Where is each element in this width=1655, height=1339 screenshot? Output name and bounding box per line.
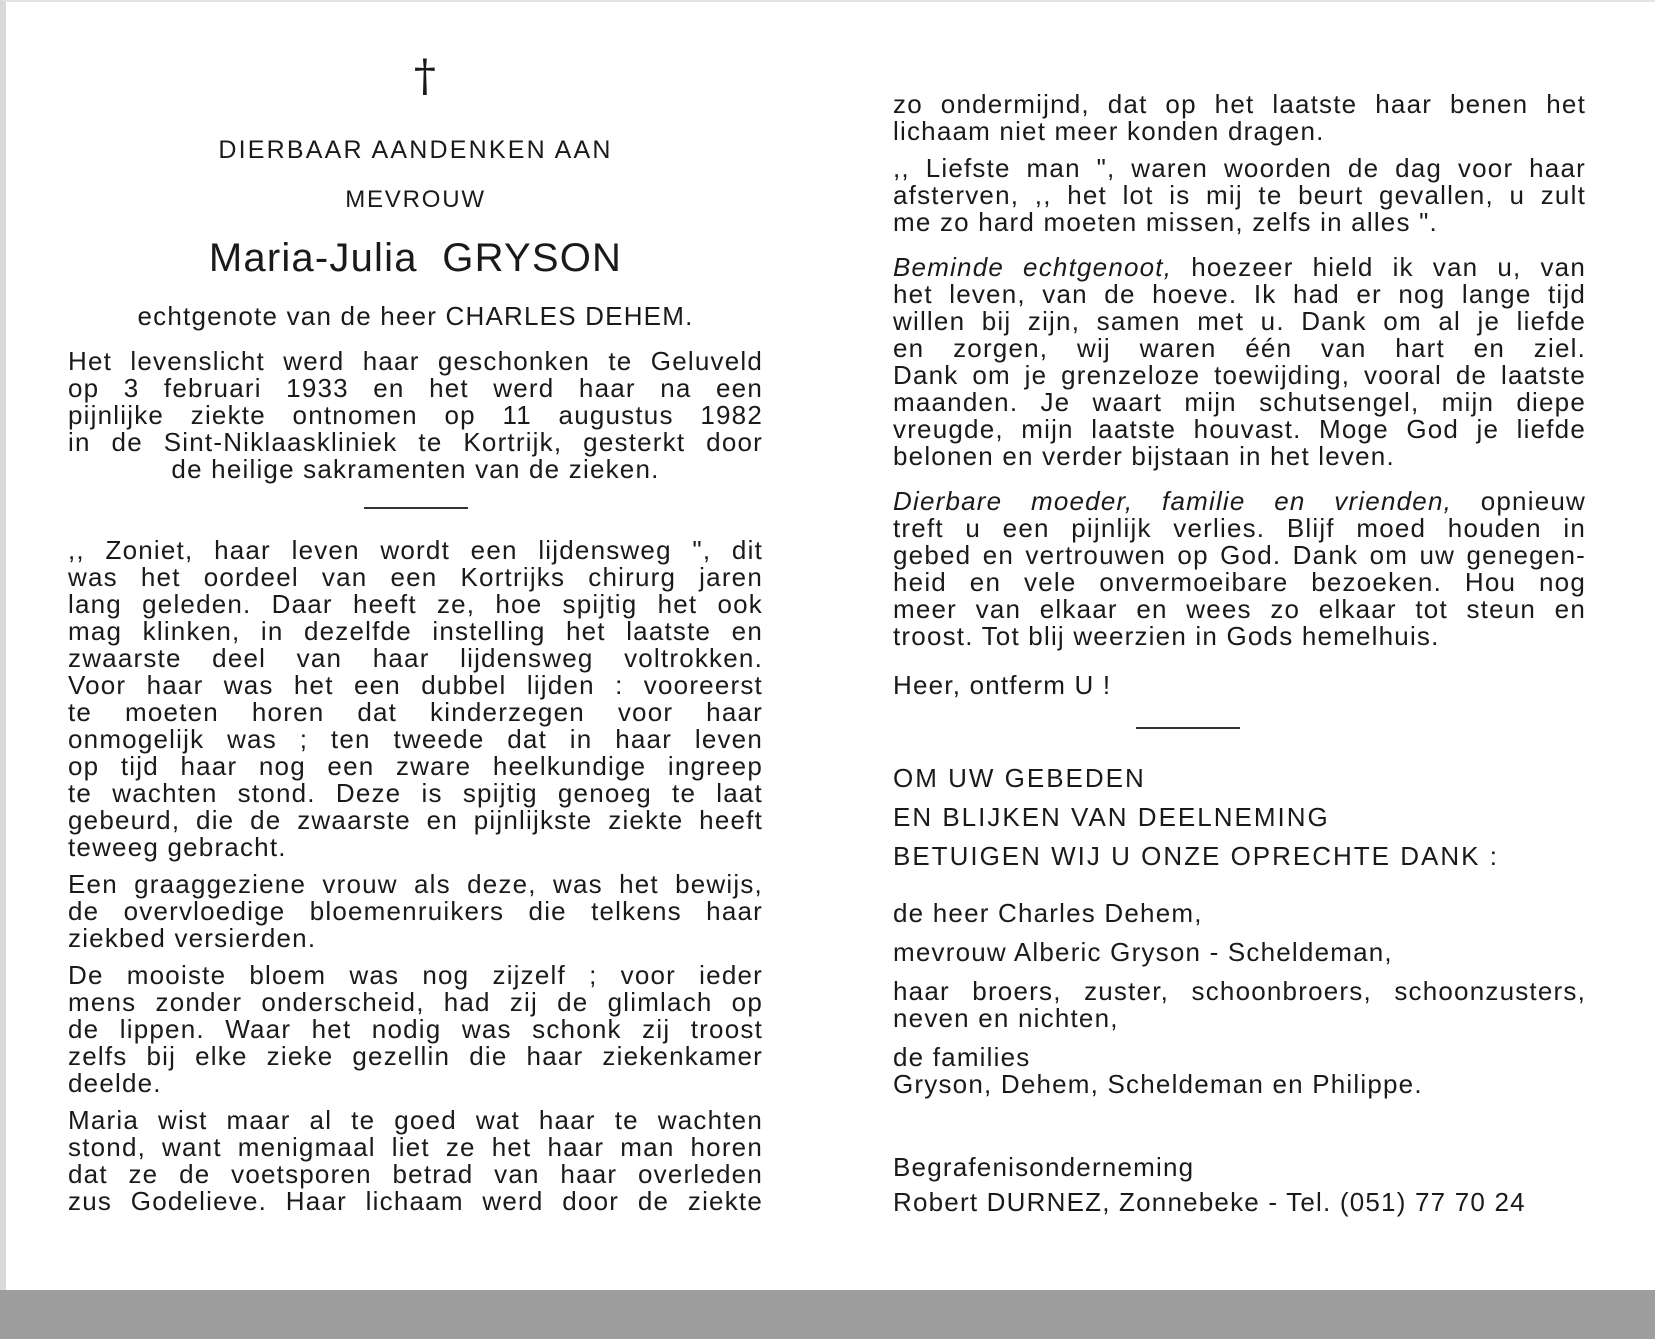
- undertaker-block: [893, 1154, 1586, 1216]
- paragraph-smile: [68, 962, 763, 1097]
- family-siblings: [893, 978, 1586, 1032]
- divider: [1136, 727, 1240, 729]
- text-line: BETUIGEN WIJ U ONZE OPRECHTE DANK :: [893, 841, 1499, 871]
- text-line: lichaam niet meer konden dragen.: [893, 116, 1325, 146]
- salutation: MEVROUW: [345, 186, 486, 213]
- paragraph-continuation: [893, 91, 1586, 145]
- text-line: en zorgen, wij waren één van hart en ziel.: [893, 333, 1586, 363]
- thanks-block: [893, 765, 1586, 870]
- text-line: te wachten stond. Deze is spijtig genoeg te laat: [68, 778, 763, 808]
- text-line: onmogelijk was ; ten tweede dat in haar leven: [68, 724, 763, 754]
- birth-death-paragraph: [68, 348, 763, 483]
- prayer-line: Heer, ontferm U !: [893, 670, 1112, 700]
- text-line: De mooiste bloem was nog zijzelf ; voor ieder: [68, 960, 763, 990]
- divider: [364, 507, 468, 509]
- text-line: op 3 februari 1933 en het werd haar na een: [68, 373, 763, 403]
- text-line: de heilige sakramenten van de zieken.: [171, 454, 660, 484]
- text-line: haar broers, zuster, schoonbroers, schoonzusters,: [893, 976, 1586, 1006]
- text-line: Gryson, Dehem, Scheldeman en Philippe.: [893, 1069, 1423, 1099]
- text-line: vreugde, mijn laatste houvast. Moge God je liefde: [893, 414, 1586, 444]
- italic-address: Dierbare moeder, familie en vrienden,: [893, 486, 1453, 516]
- text-line: heid en vele onvermoeibare bezoeken. Hou nog: [893, 567, 1586, 597]
- text-line: Het levenslicht werd haar geschonken te Geluveld: [68, 346, 763, 376]
- text-line: het leven, van de hoeve. Ik had er nog lange tijd: [893, 279, 1586, 309]
- text-line: te moeten horen dat kinderzegen voor haar: [68, 697, 763, 727]
- text-line: willen bij zijn, samen met u. Dank om al je liefde: [893, 306, 1586, 336]
- family-husband: de heer Charles Dehem,: [893, 898, 1203, 928]
- text-line: lang geleden. Daar heeft ze, hoe spijtig het ook: [68, 589, 763, 619]
- text-line: troost. Tot blij weerzien in Gods hemelhuis.: [893, 621, 1440, 651]
- text-line: afsterven, ,, het lot is mij te beurt gevallen, u zult: [893, 180, 1586, 210]
- text-line: neven en nichten,: [893, 1003, 1119, 1033]
- text-line: de overvloedige bloemenruikers die telkens haar: [68, 896, 763, 926]
- text-line: deelde.: [68, 1068, 162, 1098]
- paragraph-flowers: [68, 871, 763, 952]
- paragraph-suffering: [68, 537, 763, 861]
- text-line: zus Godelieve. Haar lichaam werd door de ziekte: [68, 1186, 763, 1216]
- text-line: OM UW GEBEDEN: [893, 763, 1146, 793]
- text-line: ,, Zoniet, haar leven wordt een lijdensweg ", dit: [68, 535, 763, 565]
- text-line: teweeg gebracht.: [68, 832, 287, 862]
- text-line: zo ondermijnd, dat op het laatste haar benen het: [893, 89, 1586, 119]
- text-line: belonen en verder bijstaan in het leven.: [893, 441, 1395, 471]
- text-line: Een graaggeziene vrouw als deze, was het bewijs,: [68, 869, 763, 899]
- text-line: treft u een pijnlijk verlies. Blijf moed houden in: [893, 513, 1586, 543]
- text-line: in de Sint-Niklaaskliniek te Kortrijk, gesterkt door: [68, 427, 763, 457]
- text-line: zwaarste deel van haar lijdensweg voltrokken.: [68, 643, 763, 673]
- text-line: maanden. Je waart mijn schutsengel, mijn diepe: [893, 387, 1586, 417]
- cross-icon: †: [413, 51, 438, 102]
- text-line: Dank om je grenzeloze toewijding, vooral de laatste: [893, 360, 1586, 390]
- italic-address: Beminde echtgenoot,: [893, 252, 1173, 282]
- text-line: stond, want menigmaal liet ze het haar man horen: [68, 1132, 763, 1162]
- text-line: gebeurd, die de zwaarste en pijnlijkste ziekte heeft: [68, 805, 763, 835]
- text-line: meer van elkaar en wees zo elkaar tot steun en: [893, 594, 1586, 624]
- text-line: EN BLIJKEN VAN DEELNEMING: [893, 802, 1330, 832]
- text-line: de families: [893, 1042, 1031, 1072]
- text-line: me zo hard moeten missen, zelfs in alles ".: [893, 207, 1438, 237]
- text-line: Voor haar was het een dubbel lijden : vooreerst: [68, 670, 763, 700]
- paragraph-last-words: [893, 155, 1586, 236]
- text-line: zelfs bij elke zieke gezellin die haar ziekenkamer: [68, 1041, 763, 1071]
- scan-background: [0, 1290, 1655, 1339]
- text-line: pijnlijke ziekte ontnomen op 11 augustus 1982: [68, 400, 763, 430]
- text-line: Begrafenisonderneming: [893, 1152, 1195, 1182]
- text-line: Robert DURNEZ, Zonnebeke - Tel. (051) 77 70 24: [893, 1187, 1526, 1217]
- family-mother: mevrouw Alberic Gryson - Scheldeman,: [893, 937, 1393, 967]
- text-line: was het oordeel van een Kortrijks chirurg jaren: [68, 562, 763, 592]
- text-span: hoezeer hield ik van u, van: [1172, 252, 1586, 282]
- text-line: mens zonder onderscheid, had zij de glimlach op: [68, 987, 763, 1017]
- text-span: opnieuw: [1452, 486, 1586, 516]
- text-line: ,, Liefste man ", waren woorden de dag voor haar: [893, 153, 1586, 183]
- text-line: dat ze de voetsporen betrad van haar overleden: [68, 1159, 763, 1189]
- paragraph-husband: [893, 254, 1586, 470]
- text-line: [893, 488, 1586, 515]
- paragraph-family: [893, 488, 1586, 650]
- text-line: Maria wist maar al te goed wat haar te wachten: [68, 1105, 763, 1135]
- memorial-heading: DIERBAAR AANDENKEN AAN: [218, 136, 613, 164]
- deceased-name: Maria-Julia GRYSON: [208, 236, 623, 280]
- text-line: gebed en vertrouwen op God. Dank om uw genegen-: [893, 540, 1586, 570]
- paragraph-maria: [68, 1107, 763, 1215]
- spouse-line: echtgenote van de heer CHARLES DEHEM.: [137, 301, 694, 331]
- right-column: [893, 91, 1586, 1216]
- family-names: [893, 1044, 1586, 1098]
- text-line: de lippen. Waar het nodig was schonk zij troost: [68, 1014, 763, 1044]
- text-line: ziekbed versierden.: [68, 923, 317, 953]
- left-column: [68, 51, 763, 1216]
- text-line: op tijd haar nog een zware heelkundige ingreep: [68, 751, 763, 781]
- text-line: [893, 254, 1586, 281]
- text-line: mag klinken, in dezelfde instelling het laatste en: [68, 616, 763, 646]
